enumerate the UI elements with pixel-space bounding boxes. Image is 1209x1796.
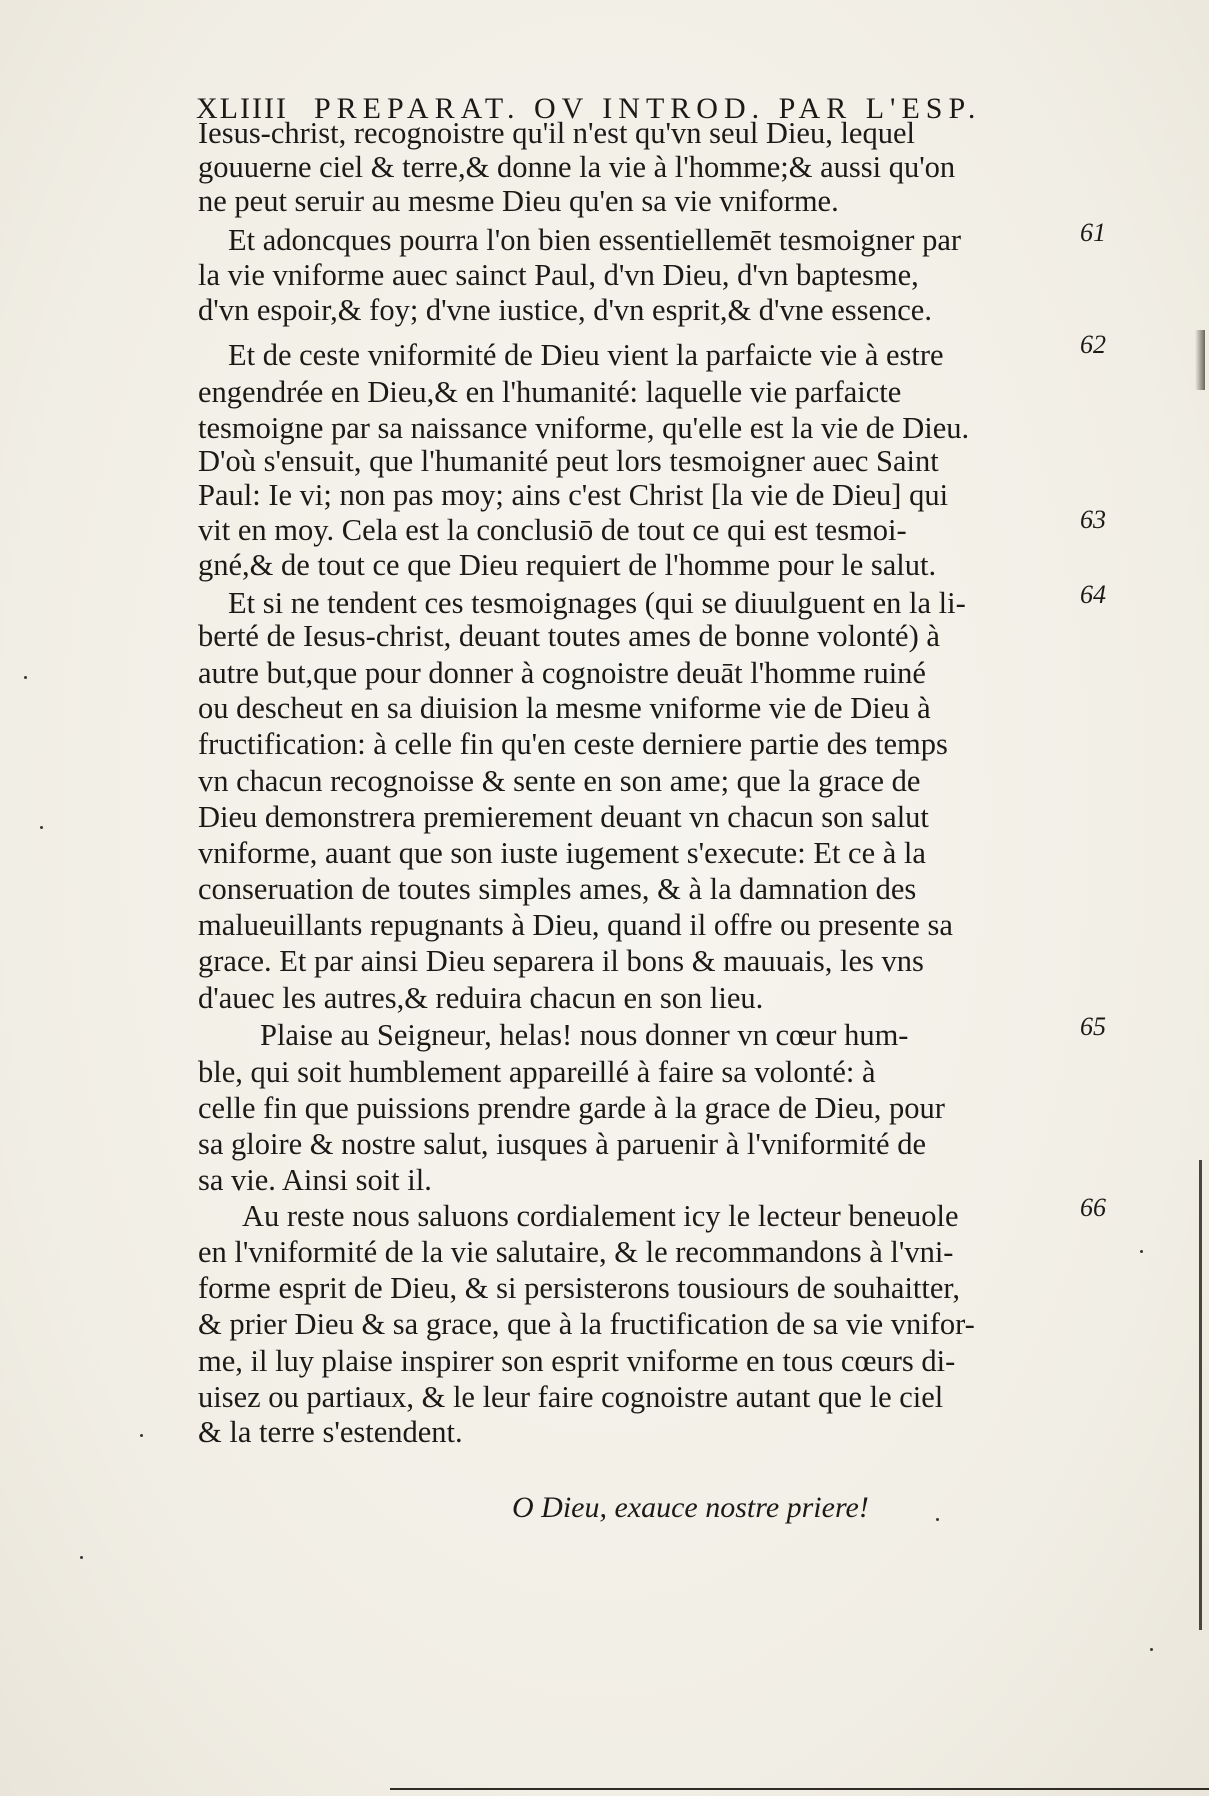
- margin-verse-number: 62: [1080, 330, 1106, 359]
- text-line: tesmoigne par sa naissance vniforme, qu'elle est la vie de Dieu.: [198, 411, 970, 445]
- text-line: d'auec les autres,& reduira chacun en son lieu.: [198, 981, 764, 1015]
- text-line: celle fin que puissions prendre garde à la grace de Dieu, pour: [198, 1091, 945, 1125]
- text-line: gouuerne ciel & terre,& donne la vie à l'homme;& aussi qu'on: [198, 150, 956, 184]
- paper-speck: [1140, 1250, 1143, 1253]
- text-line: ble, qui soit humblement appareillé à faire sa volonté: à: [198, 1055, 876, 1089]
- text-line: grace. Et par ainsi Dieu separera il bons & mauuais, les vns: [198, 944, 924, 978]
- bottom-scan-edge: [390, 1788, 1209, 1790]
- text-line: Plaise au Seigneur, helas! nous donner vn cœur hum-: [260, 1018, 909, 1052]
- paper-speck: [24, 676, 27, 679]
- margin-verse-number: 66: [1080, 1193, 1106, 1222]
- text-line: berté de Iesus-christ, deuant toutes ames de bonne volonté) à: [198, 619, 940, 653]
- paper-speck: [80, 1556, 83, 1559]
- text-line: Et adoncques pourra l'on bien essentiellemēt tesmoigner par: [228, 223, 962, 257]
- text-line: ne peut seruir au mesme Dieu qu'en sa vie vniforme.: [198, 184, 839, 218]
- margin-verse-number: 63: [1080, 505, 1106, 534]
- margin-verse-number: 61: [1080, 218, 1106, 247]
- text-line: D'où s'ensuit, que l'humanité peut lors tesmoigner auec Saint: [198, 444, 939, 478]
- text-line: conseruation de toutes simples ames, & à la damnation des: [198, 872, 917, 906]
- text-line: forme esprit de Dieu, & si persisterons tousiours de souhaitter,: [198, 1271, 960, 1305]
- text-line: & la terre s'estendent.: [198, 1415, 463, 1449]
- text-line: sa vie. Ainsi soit il.: [198, 1163, 432, 1197]
- text-line: sa gloire & nostre salut, iusques à paruenir à l'vniformité de: [198, 1127, 926, 1161]
- text-line: uisez ou partiaux, & le leur faire cognoistre autant que le ciel: [198, 1380, 944, 1414]
- text-line: engendrée en Dieu,& en l'humanité: laquelle vie parfaicte: [198, 375, 902, 409]
- text-line: fructification: à celle fin qu'en ceste derniere partie des temps: [198, 727, 948, 761]
- text-line: vit en moy. Cela est la conclusiō de tout ce qui est tesmoi-: [198, 513, 907, 547]
- text-line: & prier Dieu & sa grace, que à la fructification de sa vie vnifor-: [198, 1307, 975, 1341]
- text-line: Au reste nous saluons cordialement icy le lecteur beneuole: [242, 1199, 959, 1233]
- text-line: vn chacun recognoisse & sente en son ame; que la grace de: [198, 764, 921, 798]
- text-line: Et de ceste vniformité de Dieu vient la parfaicte vie à estre: [228, 338, 944, 372]
- text-line: Iesus-christ, recognoistre qu'il n'est qu'vn seul Dieu, lequel: [198, 116, 915, 150]
- text-line: d'vn espoir,& foy; d'vne iustice, d'vn esprit,& d'vne essence.: [198, 293, 932, 327]
- paper-speck: [1150, 1648, 1153, 1651]
- text-line: gné,& de tout ce que Dieu requiert de l'homme pour le salut.: [198, 548, 937, 582]
- margin-verse-number: 65: [1080, 1012, 1106, 1041]
- paper-speck: [40, 826, 43, 829]
- page-edge-shadow: [1195, 330, 1205, 390]
- text-line: malueuillants repugnants à Dieu, quand il offre ou presente sa: [198, 908, 953, 942]
- text-line: autre but,que pour donner à cognoistre deuāt l'homme ruiné: [198, 656, 926, 690]
- text-line: ou descheut en sa diuision la mesme vniforme vie de Dieu à: [198, 691, 931, 725]
- text-line: la vie vniforme auec sainct Paul, d'vn Dieu, d'vn baptesme,: [198, 258, 919, 292]
- margin-verse-number: 64: [1080, 580, 1106, 609]
- paper-speck: [936, 1518, 939, 1521]
- text-line: me, il luy plaise inspirer son esprit vniforme en tous cœurs di-: [198, 1344, 956, 1378]
- folio-number: XLIIII: [196, 92, 288, 125]
- text-line: Dieu demonstrera premierement deuant vn chacun son salut: [198, 800, 929, 834]
- closing-prayer: O Dieu, exauce nostre priere!: [512, 1491, 869, 1524]
- text-line: vniforme, auant que son iuste iugement s'execute: Et ce à la: [198, 836, 926, 870]
- page-edge-line: [1199, 1160, 1202, 1630]
- text-line: en l'vniformité de la vie salutaire, & le recommandons à l'vni-: [198, 1235, 954, 1269]
- running-title: PREPARAT. OV INTROD. PAR L'ESP.: [313, 92, 982, 125]
- paper-speck: [140, 1434, 143, 1437]
- text-line: Et si ne tendent ces tesmoignages (qui se diuulguent en la li-: [228, 586, 966, 620]
- text-line: Paul: Ie vi; non pas moy; ains c'est Christ [la vie de Dieu] qui: [198, 478, 949, 512]
